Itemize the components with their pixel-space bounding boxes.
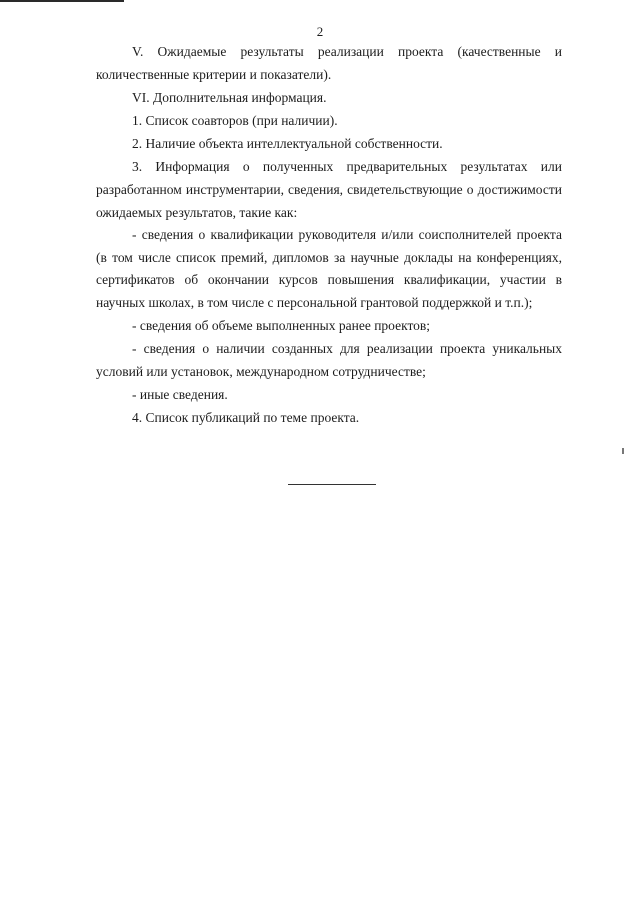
section-v-expected-results: V. Ожидаемые результаты реализации проекта (качественные и количественные критерии и показатели). [96, 44, 562, 82]
section-vi-additional-info: VI. Дополнительная информация. [132, 90, 327, 105]
scan-speck [622, 448, 624, 454]
item-intellectual-property: 2. Наличие объекта интеллектуальной собственности. [132, 136, 443, 151]
bullet-previous-projects: - сведения об объеме выполненных ранее проектов; [132, 318, 431, 333]
scan-edge-line [0, 0, 124, 2]
item-coauthors-list: 1. Список соавторов (при наличии). [132, 113, 338, 128]
end-divider-line [288, 484, 376, 485]
item-preliminary-results: 3. Информация о полученных предварительных результатах или разработанном инструментарии, сведения, свидетельствующие о достижимости ожидаемых результатов, такие как: [96, 159, 562, 220]
bullet-unique-conditions: - сведения о наличии созданных для реализации проекта уникальных условий или установок, международном сотрудничестве; [96, 341, 562, 379]
bullet-qualification-info: - сведения о квалификации руководителя и/или соисполнителей проекта (в том числе список премий, дипломов за научные доклады на конференциях, сертификатов об окончании курсов повышения квалификации, участии в научных школах, в том числе с персональной грантовой поддержкой и т.п.); [96, 227, 562, 310]
page-number: 2 [316, 24, 324, 39]
bullet-other-info: - иные сведения. [132, 387, 228, 402]
item-publications-list: 4. Список публикаций по теме проекта. [132, 410, 360, 425]
document-body [96, 40, 562, 429]
